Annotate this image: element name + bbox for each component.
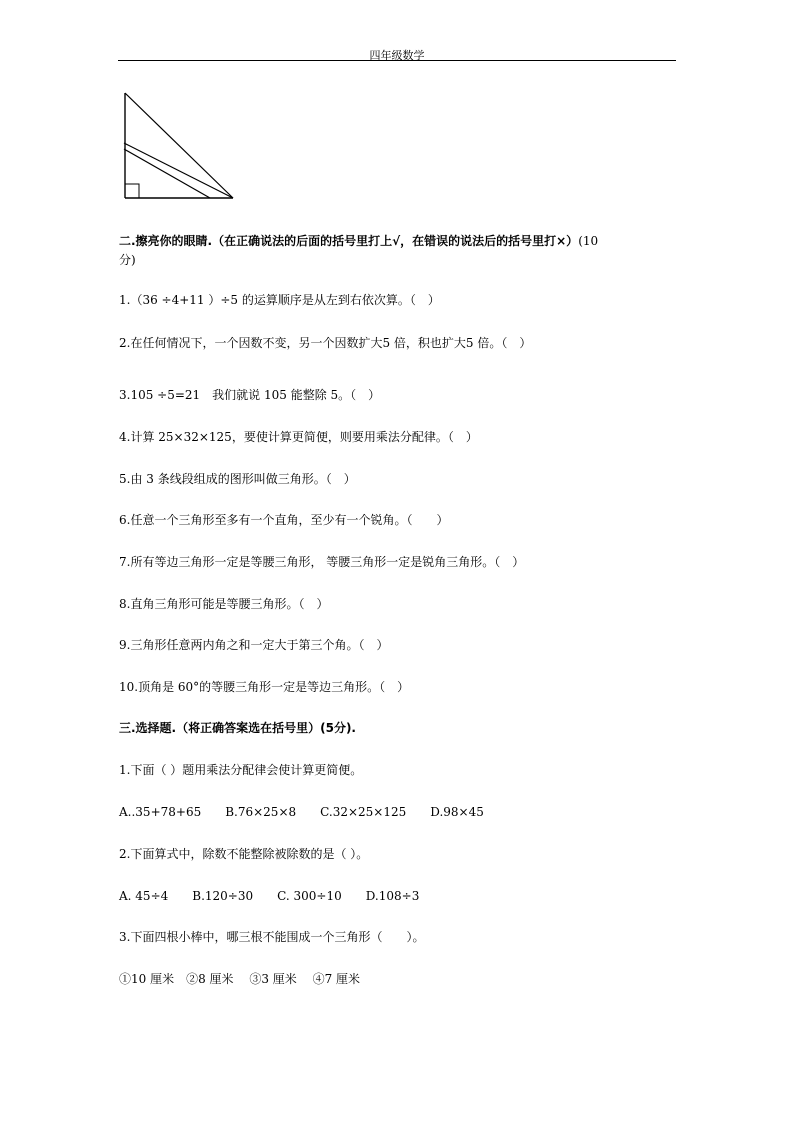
section-2-heading-continuation bbox=[119, 252, 136, 268]
triangle-figure bbox=[120, 88, 240, 203]
question-item: 9.三角形任意两内角之和一定大于第三个角。（ ） bbox=[119, 638, 389, 652]
question-item: 1.（36 ÷4+11 ）÷5 的运算顺序是从左到右依次算。（ ） bbox=[119, 293, 440, 307]
choice-question: 1.下面（ ）题用乘法分配律会使计算更简便。 bbox=[119, 763, 363, 777]
question-item: 3.105 ÷5=21 我们就说 105 能整除 5。（ ） bbox=[119, 388, 381, 402]
choice-options: A..35+78+65 B.76×25×8 C.32×25×125 D.98×45 bbox=[119, 805, 484, 819]
choice-options: ①10 厘米 ②8 厘米 ③3 厘米 ④7 厘米 bbox=[119, 972, 361, 986]
choice-question: 2.下面算式中，除数不能整除被除数的是（ ）。 bbox=[119, 847, 369, 861]
question-item: 6.任意一个三角形至多有一个直角，至少有一个锐角。（ ） bbox=[119, 513, 449, 527]
question-item: 10.顶角是 60°的等腰三角形一定是等边三角形。（ ） bbox=[119, 680, 410, 694]
question-item: 7.所有等边三角形一定是等腰三角形， 等腰三角形一定是锐角三角形。（ ） bbox=[119, 555, 525, 569]
question-item: 8.直角三角形可能是等腰三角形。（ ） bbox=[119, 597, 329, 611]
section-2-heading-score-unit: 分) bbox=[119, 253, 136, 267]
question-item: 2.在任何情况下，一个因数不变，另一个因数扩大5 倍，积也扩大5 倍。（ ） bbox=[119, 336, 532, 350]
question-item: 5.由 3 条线段组成的图形叫做三角形。（ ） bbox=[119, 472, 356, 486]
section-2-heading-score: (10 bbox=[578, 234, 599, 248]
header-rule bbox=[118, 60, 676, 61]
page-header-title: 四年级数学 bbox=[369, 49, 425, 62]
section-3-heading: 三.选择题.（将正确答案选在括号里）(5分). bbox=[119, 721, 356, 735]
section-2-heading bbox=[119, 233, 598, 249]
question-item: 4.计算 25×32×125，要使计算更简便，则要用乘法分配律。（ ） bbox=[119, 430, 478, 444]
choice-options: A. 45÷4 B.120÷30 C. 300÷10 D.108÷3 bbox=[119, 889, 420, 903]
choice-question: 3.下面四根小棒中，哪三根不能围成一个三角形（ ）。 bbox=[119, 930, 425, 944]
section-2-heading-text: 二.擦亮你的眼睛.（在正确说法的后面的括号里打上√，在错误的说法后的括号里打×） bbox=[119, 234, 579, 248]
